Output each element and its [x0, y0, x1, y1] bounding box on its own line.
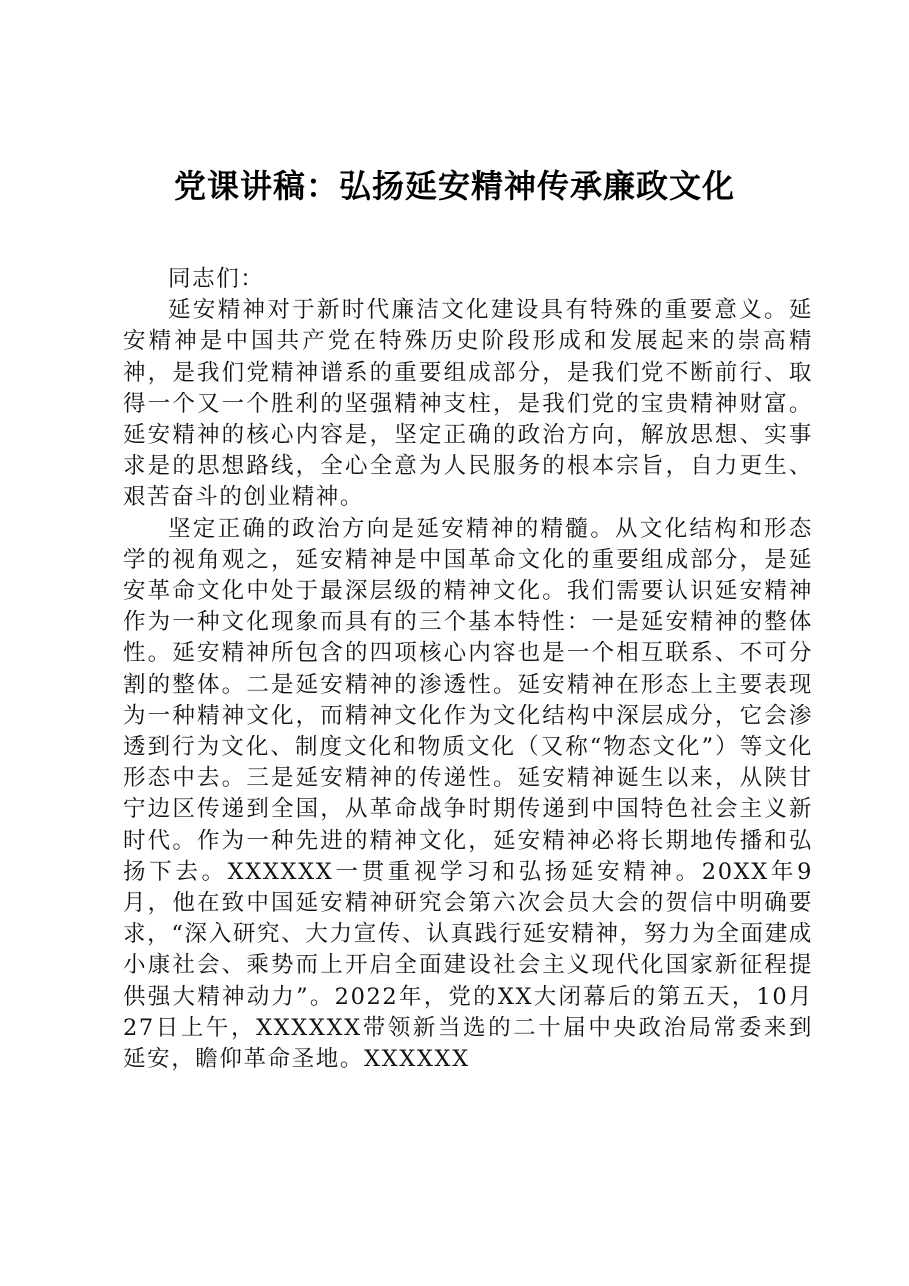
document-body [123, 264, 813, 1075]
paragraph: 延安精神对于新时代廉洁文化建设具有特殊的重要意义。延安精神是中国共产党在特殊历史阶段形成和发展起来的崇高精神，是我们党精神谱系的重要组成部分，是我们党不断前行、取得一个又一个胜利的坚强精神支柱，是我们党的宝贵精神财富。延安精神的核心内容是，坚定正确的政治方向，解放思想、实事求是的思想路线，全心全意为人民服务的根本宗旨，自力更生、艰苦奋斗的创业精神。 [123, 297, 813, 511]
paragraph: 坚定正确的政治方向是延安精神的精髓。从文化结构和形态学的视角观之，延安精神是中国革命文化的重要组成部分，是延安革命文化中处于最深层级的精神文化。我们需要认识延安精神作为一种文化现象而具有的三个基本特性：一是延安精神的整体性。延安精神所包含的四项核心内容也是一个相互联系、不可分割的整体。二是延安精神的渗透性。延安精神在形态上主要表现为一种精神文化，而精神文化作为文化结构中深层成分，它会渗透到行为文化、制度文化和物质文化（又称“物态文化”）等文化形态中去。三是延安精神的传递性。延安精神诞生以来，从陕甘宁边区传递到全国，从革命战争时期传递到中国特色社会主义新时代。作为一种先进的精神文化，延安精神必将长期地传播和弘扬下去。XXXXXX一贯重视学习和弘扬延安精神。20XX年9月，他在致中国延安精神研究会第六次会员大会的贺信中明确要求，“深入研究、大力宣传、认真践行延安精神，努力为全面建成小康社会、乘势而上开启全面建设社会主义现代化国家新征程提供强大精神动力”。2022年，党的XX大闭幕后的第五天，10月27日上午，XXXXXX带领新当选的二十届中央政治局常委来到延安，瞻仰革命圣地。XXXXXX [123, 515, 813, 1073]
salutation: 同志们： [168, 266, 265, 292]
document-title: 党课讲稿：弘扬延安精神传承廉政文化 [173, 167, 735, 205]
